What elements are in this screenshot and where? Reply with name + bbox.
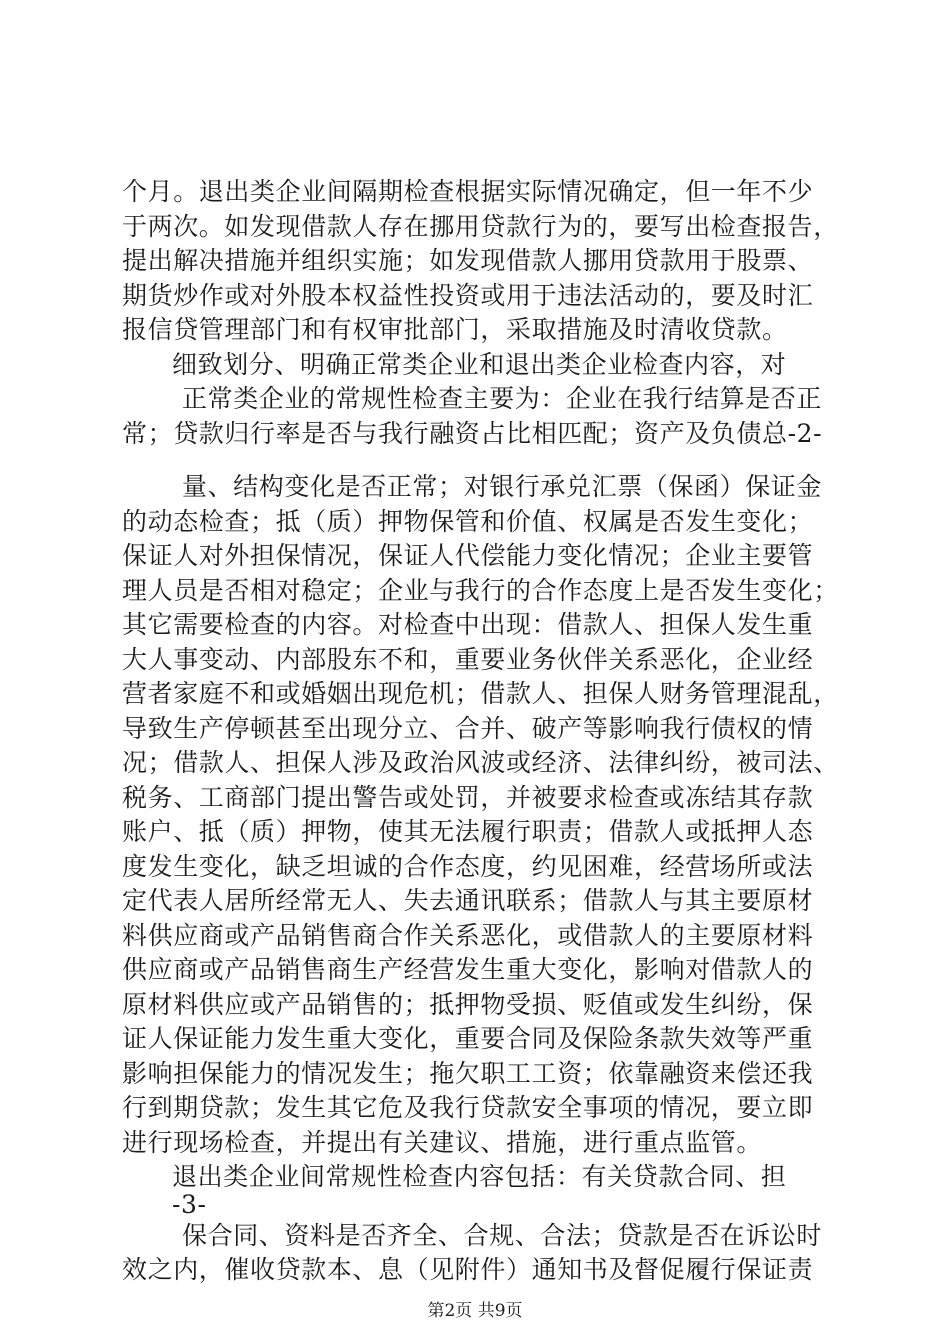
text-line: 个月。退出类企业间隔期检查根据实际情况确定，但一年不少 [122, 177, 814, 206]
text-line: 营者家庭不和或婚姻出现危机；借款人、担保人财务管理混乱， [122, 679, 839, 708]
text-line: 效之内，催收贷款本、息（见附件）通知书及督促履行保证责 [122, 1255, 814, 1284]
text-line: 料供应商或产品销售商合作关系恶化，或借款人的主要原材料 [122, 921, 814, 950]
text-line: 大人事变动、内部股东不和，重要业务伙伴关系恶化，企业经 [122, 645, 814, 674]
text-line: 原材料供应或产品销售的；抵押物受损、贬值或发生纠纷，保 [122, 990, 814, 1019]
text-line: 度发生变化，缺乏坦诚的合作态度，约见困难，经营场所或法 [122, 852, 814, 881]
text-line: 保合同、资料是否齐全、合规、合法；贷款是否在诉讼时 [182, 1221, 823, 1250]
text-line: 期货炒作或对外股本权益性投资或用于违法活动的，要及时汇 [122, 281, 814, 310]
text-line: 影响担保能力的情况发生；拖欠职工工资；依靠融资来偿还我 [122, 1059, 814, 1088]
text-line: 况；借款人、担保人涉及政治风波或经济、法律纠纷，被司法、 [122, 748, 839, 777]
text-line: 量、结构变化是否正常；对银行承兑汇票（保函）保证金 [182, 472, 823, 501]
text-line: 提出解决措施并组织实施；如发现借款人挪用贷款用于股票、 [122, 246, 814, 275]
page-number-inline: -3- [172, 1190, 207, 1219]
text-line: 进行现场检查，并提出有关建议、措施，进行重点监管。 [122, 1128, 763, 1157]
text-line: 退出类企业间常规性检查内容包括：有关贷款合同、担 [172, 1162, 787, 1191]
text-line: 证人保证能力发生重大变化，重要合同及保险条款失效等严重 [122, 1024, 814, 1053]
text-line: 导致生产停顿甚至出现分立、合并、破产等影响我行债权的情 [122, 714, 814, 743]
text-line: 于两次。如发现借款人存在挪用贷款行为的，要写出检查报告， [122, 212, 839, 241]
text-line: 细致划分、明确正常类企业和退出类企业检查内容，对 [172, 350, 787, 379]
text-line: 常；贷款归行率是否与我行融资占比相匹配；资产及负债总-2- [122, 419, 823, 448]
text-line: 保证人对外担保情况，保证人代偿能力变化情况；企业主要管 [122, 541, 814, 570]
text-line: 报信贷管理部门和有权审批部门，采取措施及时清收贷款。 [122, 315, 788, 344]
page-footer: 第2页 共9页 [427, 1301, 523, 1321]
text-line: 正常类企业的常规性检查主要为：企业在我行结算是否正 [182, 384, 823, 413]
text-line: 税务、工商部门提出警告或处罚，并被要求检查或冻结其存款 [122, 783, 814, 812]
text-line: 账户、抵（质）押物，使其无法履行职责；借款人或抵押人态 [122, 817, 814, 846]
text-line: 行到期贷款；发生其它危及我行贷款安全事项的情况，要立即 [122, 1093, 814, 1122]
text-line: 其它需要检查的内容。对检查中出现：借款人、担保人发生重 [122, 610, 814, 639]
text-line: 理人员是否相对稳定；企业与我行的合作态度上是否发生变化； [122, 576, 839, 605]
text-line: 的动态检查；抵（质）押物保管和价值、权属是否发生变化； [122, 507, 814, 536]
text-line: 定代表人居所经常无人、失去通讯联系；借款人与其主要原材 [122, 886, 814, 915]
text-line: 供应商或产品销售商生产经营发生重大变化，影响对借款人的 [122, 955, 814, 984]
